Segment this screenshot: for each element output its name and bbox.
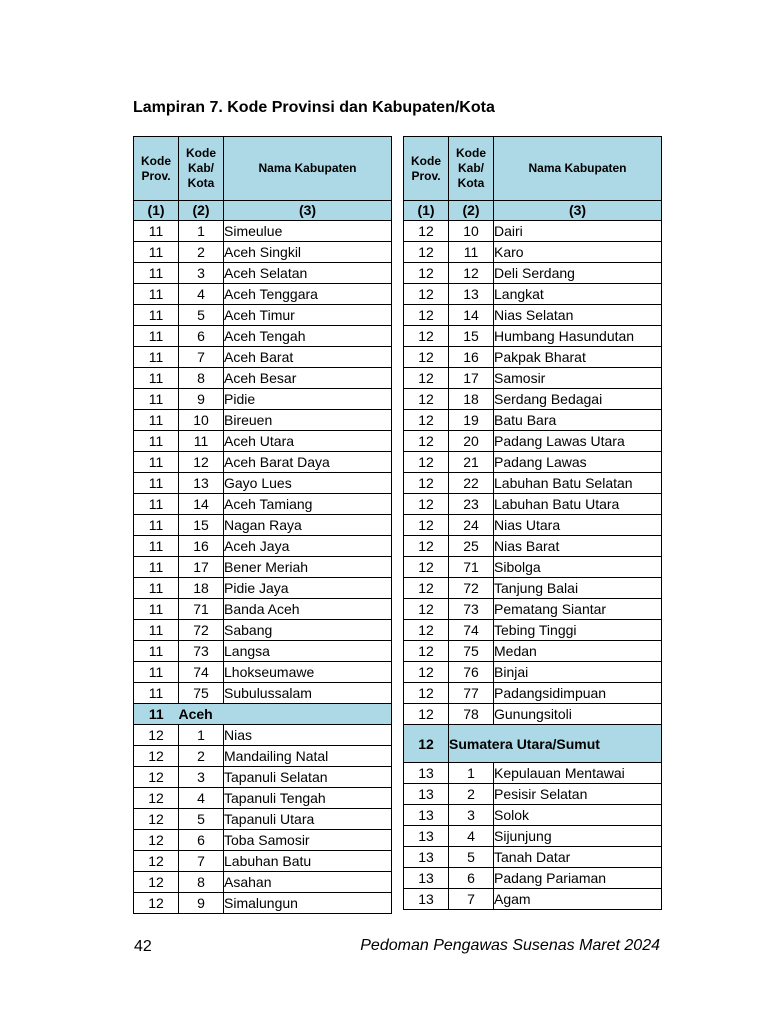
kode-prov-cell: 12 (404, 578, 449, 599)
table-row (134, 809, 392, 830)
table-row (404, 599, 662, 620)
kode-prov-cell: 11 (134, 410, 179, 431)
kode-prov-cell: 12 (404, 620, 449, 641)
nama-kabupaten-cell: Agam (494, 889, 662, 910)
kode-prov-cell: 11 (134, 242, 179, 263)
table-row (134, 851, 392, 872)
nama-kabupaten-cell: Toba Samosir (224, 830, 392, 851)
kode-prov-cell: 13 (404, 805, 449, 826)
nama-kabupaten-cell: Pesisir Selatan (494, 784, 662, 805)
kode-kab-cell: 11 (179, 431, 224, 452)
nama-kabupaten-cell: Aceh Tenggara (224, 284, 392, 305)
nama-kabupaten-cell: Solok (494, 805, 662, 826)
nama-kabupaten-cell: Nagan Raya (224, 515, 392, 536)
kode-prov-cell: 12 (404, 431, 449, 452)
nama-kabupaten-cell: Sabang (224, 620, 392, 641)
kode-kab-cell: 77 (449, 683, 494, 704)
kode-prov-cell: 11 (134, 683, 179, 704)
table-row (404, 368, 662, 389)
kode-prov-cell: 11 (134, 263, 179, 284)
nama-kabupaten-cell: Medan (494, 641, 662, 662)
kode-kab-cell: 5 (449, 847, 494, 868)
kode-kab-cell: 71 (449, 557, 494, 578)
nama-kabupaten-cell: Aceh Tengah (224, 326, 392, 347)
kode-kab-cell: 3 (179, 263, 224, 284)
kode-kab-cell: 5 (179, 305, 224, 326)
column-number: (1) (404, 201, 449, 221)
nama-kabupaten-cell: Asahan (224, 872, 392, 893)
nama-kabupaten-cell: Gayo Lues (224, 473, 392, 494)
kode-prov-cell: 12 (404, 221, 449, 242)
kode-prov-cell: 12 (404, 599, 449, 620)
header-nama-kabupaten: Nama Kabupaten (494, 137, 662, 201)
nama-kabupaten-cell: Aceh Selatan (224, 263, 392, 284)
kode-kab-cell: 73 (179, 641, 224, 662)
kode-prov-cell: 12 (404, 683, 449, 704)
table-row (404, 805, 662, 826)
kode-kab-cell: 5 (179, 809, 224, 830)
nama-kabupaten-cell: Mandailing Natal (224, 746, 392, 767)
kode-prov-cell: 12 (134, 809, 179, 830)
kode-prov-cell: 12 (404, 494, 449, 515)
table-row (134, 473, 392, 494)
table-row (134, 746, 392, 767)
kode-prov-cell: 11 (134, 662, 179, 683)
nama-kabupaten-cell: Bireuen (224, 410, 392, 431)
kode-kab-cell: 24 (449, 515, 494, 536)
summary-province-name: Aceh (179, 704, 392, 725)
kode-kab-cell: 2 (179, 242, 224, 263)
nama-kabupaten-cell: Nias (224, 725, 392, 746)
kode-kab-cell: 21 (449, 452, 494, 473)
table-row (134, 788, 392, 809)
nama-kabupaten-cell: Karo (494, 242, 662, 263)
kode-kab-cell: 73 (449, 599, 494, 620)
kode-kab-cell: 16 (449, 347, 494, 368)
table-row (134, 872, 392, 893)
kode-prov-cell: 12 (134, 830, 179, 851)
kode-prov-cell: 12 (404, 515, 449, 536)
table-row (134, 662, 392, 683)
table-row (134, 683, 392, 704)
kode-prov-cell: 11 (134, 452, 179, 473)
table-row (404, 305, 662, 326)
kode-kab-cell: 7 (449, 889, 494, 910)
table-row (134, 242, 392, 263)
kode-prov-cell: 13 (404, 763, 449, 784)
table-row (134, 410, 392, 431)
kode-kab-cell: 75 (179, 683, 224, 704)
table-row (134, 620, 392, 641)
page-title: Lampiran 7. Kode Provinsi dan Kabupaten/Kota (133, 99, 495, 116)
nama-kabupaten-cell: Subulussalam (224, 683, 392, 704)
nama-kabupaten-cell: Banda Aceh (224, 599, 392, 620)
table-row (404, 683, 662, 704)
kode-kab-cell: 4 (179, 788, 224, 809)
table-row (134, 830, 392, 851)
nama-kabupaten-cell: Samosir (494, 368, 662, 389)
kode-kab-cell: 18 (449, 389, 494, 410)
table-row (404, 868, 662, 889)
kode-table-left (133, 136, 392, 914)
table-row (404, 826, 662, 847)
table-row (134, 641, 392, 662)
kode-prov-cell: 12 (404, 557, 449, 578)
table-row (404, 452, 662, 473)
kode-kab-cell: 19 (449, 410, 494, 431)
table-row (134, 284, 392, 305)
nama-kabupaten-cell: Gunungsitoli (494, 704, 662, 725)
table-row (134, 263, 392, 284)
nama-kabupaten-cell: Nias Barat (494, 536, 662, 557)
kode-kab-cell: 76 (449, 662, 494, 683)
kode-prov-cell: 12 (404, 389, 449, 410)
kode-kab-cell: 13 (449, 284, 494, 305)
kode-kab-cell: 12 (179, 452, 224, 473)
nama-kabupaten-cell: Humbang Hasundutan (494, 326, 662, 347)
table-row (134, 305, 392, 326)
kode-kab-cell: 6 (449, 868, 494, 889)
nama-kabupaten-cell: Aceh Barat Daya (224, 452, 392, 473)
kode-kab-cell: 15 (449, 326, 494, 347)
nama-kabupaten-cell: Pakpak Bharat (494, 347, 662, 368)
kode-kab-cell: 18 (179, 578, 224, 599)
kode-kab-cell: 6 (179, 830, 224, 851)
table-row (404, 494, 662, 515)
nama-kabupaten-cell: Serdang Bedagai (494, 389, 662, 410)
table-row (404, 410, 662, 431)
nama-kabupaten-cell: Tebing Tinggi (494, 620, 662, 641)
kode-kab-cell: 1 (449, 763, 494, 784)
kode-prov-cell: 11 (134, 494, 179, 515)
table-row (134, 389, 392, 410)
nama-kabupaten-cell: Pidie Jaya (224, 578, 392, 599)
column-number: (2) (179, 201, 224, 221)
nama-kabupaten-cell: Langkat (494, 284, 662, 305)
nama-kabupaten-cell: Tanjung Balai (494, 578, 662, 599)
nama-kabupaten-cell: Deli Serdang (494, 263, 662, 284)
kode-kab-cell: 17 (449, 368, 494, 389)
nama-kabupaten-cell: Aceh Jaya (224, 536, 392, 557)
table-row (134, 557, 392, 578)
nama-kabupaten-cell: Aceh Barat (224, 347, 392, 368)
table-row (134, 893, 392, 914)
column-number: (1) (134, 201, 179, 221)
nama-kabupaten-cell: Batu Bara (494, 410, 662, 431)
nama-kabupaten-cell: Pematang Siantar (494, 599, 662, 620)
kode-kab-cell: 9 (179, 893, 224, 914)
nama-kabupaten-cell: Aceh Tamiang (224, 494, 392, 515)
kode-kab-cell: 13 (179, 473, 224, 494)
nama-kabupaten-cell: Tapanuli Selatan (224, 767, 392, 788)
kode-prov-cell: 11 (134, 473, 179, 494)
kode-kab-cell: 10 (449, 221, 494, 242)
kode-prov-cell: 12 (134, 872, 179, 893)
kode-prov-cell: 11 (134, 305, 179, 326)
table-row (404, 473, 662, 494)
kode-prov-cell: 12 (404, 452, 449, 473)
kode-prov-cell: 12 (404, 536, 449, 557)
nama-kabupaten-cell: Aceh Besar (224, 368, 392, 389)
kode-kab-cell: 11 (449, 242, 494, 263)
kode-prov-cell: 11 (134, 578, 179, 599)
kode-kab-cell: 14 (179, 494, 224, 515)
table-row (134, 431, 392, 452)
nama-kabupaten-cell: Aceh Timur (224, 305, 392, 326)
summary-province-name: Sumatera Utara/Sumut (449, 725, 662, 763)
nama-kabupaten-cell: Tapanuli Utara (224, 809, 392, 830)
kode-kab-cell: 20 (449, 431, 494, 452)
table-row (134, 221, 392, 242)
kode-prov-cell: 11 (134, 431, 179, 452)
table-row (134, 599, 392, 620)
table-row (404, 889, 662, 910)
kode-kab-cell: 74 (179, 662, 224, 683)
nama-kabupaten-cell: Langsa (224, 641, 392, 662)
kode-kab-cell: 72 (449, 578, 494, 599)
column-number: (3) (494, 201, 662, 221)
kode-prov-cell: 12 (134, 746, 179, 767)
table-row (404, 641, 662, 662)
table-row (404, 284, 662, 305)
table-row (404, 662, 662, 683)
kode-kab-cell: 7 (179, 347, 224, 368)
table-row (134, 347, 392, 368)
kode-prov-cell: 12 (404, 326, 449, 347)
nama-kabupaten-cell: Padangsidimpuan (494, 683, 662, 704)
kode-kab-cell: 12 (449, 263, 494, 284)
kode-prov-cell: 11 (134, 557, 179, 578)
table-row (134, 326, 392, 347)
table-row (134, 725, 392, 746)
header-kode-kab: Kode Kab/ Kota (449, 137, 494, 201)
nama-kabupaten-cell: Lhokseumawe (224, 662, 392, 683)
nama-kabupaten-cell: Tanah Datar (494, 847, 662, 868)
table-row (134, 494, 392, 515)
nama-kabupaten-cell: Labuhan Batu Utara (494, 494, 662, 515)
kode-kab-cell: 72 (179, 620, 224, 641)
nama-kabupaten-cell: Labuhan Batu (224, 851, 392, 872)
header-kode-prov: Kode Prov. (404, 137, 449, 201)
column-number: (3) (224, 201, 392, 221)
kode-prov-cell: 12 (404, 704, 449, 725)
kode-kab-cell: 2 (449, 784, 494, 805)
kode-prov-cell: 12 (404, 347, 449, 368)
kode-kab-cell: 23 (449, 494, 494, 515)
kode-prov-cell: 12 (404, 410, 449, 431)
kode-prov-cell: 11 (134, 221, 179, 242)
kode-prov-cell: 11 (134, 515, 179, 536)
nama-kabupaten-cell: Padang Lawas (494, 452, 662, 473)
kode-kab-cell: 6 (179, 326, 224, 347)
table-row (404, 242, 662, 263)
kode-kab-cell: 2 (179, 746, 224, 767)
table-row (404, 763, 662, 784)
kode-prov-cell: 11 (134, 368, 179, 389)
nama-kabupaten-cell: Padang Lawas Utara (494, 431, 662, 452)
nama-kabupaten-cell: Pidie (224, 389, 392, 410)
nama-kabupaten-cell: Nias Selatan (494, 305, 662, 326)
kode-kab-cell: 25 (449, 536, 494, 557)
header-kode-prov: Kode Prov. (134, 137, 179, 201)
kode-kab-cell: 4 (449, 826, 494, 847)
kode-kab-cell: 15 (179, 515, 224, 536)
table-row (134, 368, 392, 389)
province-summary-row (134, 704, 392, 725)
footer-document-title: Pedoman Pengawas Susenas Maret 2024 (360, 937, 660, 954)
table-row (404, 515, 662, 536)
kode-prov-cell: 13 (404, 784, 449, 805)
kode-prov-cell: 12 (404, 473, 449, 494)
kode-prov-cell: 11 (134, 326, 179, 347)
kode-kab-cell: 4 (179, 284, 224, 305)
kode-prov-cell: 12 (404, 263, 449, 284)
nama-kabupaten-cell: Aceh Utara (224, 431, 392, 452)
header-nama-kabupaten: Nama Kabupaten (224, 137, 392, 201)
table-row (134, 767, 392, 788)
kode-kab-cell: 17 (179, 557, 224, 578)
summary-kode-prov: 11 (134, 704, 179, 725)
kode-kab-cell: 10 (179, 410, 224, 431)
page-number: 42 (134, 938, 152, 955)
kode-prov-cell: 11 (134, 347, 179, 368)
kode-kab-cell: 74 (449, 620, 494, 641)
table-row (404, 847, 662, 868)
column-number-row (404, 201, 662, 221)
table-row (404, 704, 662, 725)
nama-kabupaten-cell: Sibolga (494, 557, 662, 578)
table-row (404, 326, 662, 347)
table-row (134, 536, 392, 557)
header-kode-kab: Kode Kab/ Kota (179, 137, 224, 201)
table-row (404, 347, 662, 368)
table-row (134, 515, 392, 536)
kode-prov-cell: 11 (134, 641, 179, 662)
table-row (404, 620, 662, 641)
kode-kab-cell: 9 (179, 389, 224, 410)
kode-prov-cell: 12 (134, 893, 179, 914)
nama-kabupaten-cell: Simalungun (224, 893, 392, 914)
nama-kabupaten-cell: Bener Meriah (224, 557, 392, 578)
kode-prov-cell: 13 (404, 847, 449, 868)
kode-prov-cell: 11 (134, 599, 179, 620)
kode-prov-cell: 13 (404, 889, 449, 910)
province-summary-row (404, 725, 662, 763)
kode-kab-cell: 8 (179, 872, 224, 893)
nama-kabupaten-cell: Padang Pariaman (494, 868, 662, 889)
kode-kab-cell: 3 (179, 767, 224, 788)
kode-prov-cell: 12 (134, 767, 179, 788)
table-row (404, 536, 662, 557)
kode-kab-cell: 16 (179, 536, 224, 557)
table-header-row (134, 137, 392, 201)
kode-prov-cell: 12 (404, 284, 449, 305)
kode-prov-cell: 11 (134, 284, 179, 305)
kode-table-right (403, 136, 662, 910)
column-number-row (134, 201, 392, 221)
kode-kab-cell: 3 (449, 805, 494, 826)
kode-prov-cell: 11 (134, 536, 179, 557)
table-row (404, 389, 662, 410)
column-number: (2) (449, 201, 494, 221)
kode-prov-cell: 12 (134, 788, 179, 809)
table-row (404, 557, 662, 578)
kode-prov-cell: 13 (404, 868, 449, 889)
kode-prov-cell: 11 (134, 620, 179, 641)
table-row (134, 578, 392, 599)
kode-prov-cell: 11 (134, 389, 179, 410)
kode-kab-cell: 78 (449, 704, 494, 725)
nama-kabupaten-cell: Labuhan Batu Selatan (494, 473, 662, 494)
nama-kabupaten-cell: Tapanuli Tengah (224, 788, 392, 809)
nama-kabupaten-cell: Dairi (494, 221, 662, 242)
kode-prov-cell: 12 (134, 725, 179, 746)
kode-prov-cell: 12 (404, 662, 449, 683)
kode-kab-cell: 1 (179, 221, 224, 242)
kode-prov-cell: 12 (404, 368, 449, 389)
kode-kab-cell: 8 (179, 368, 224, 389)
kode-kab-cell: 14 (449, 305, 494, 326)
table-row (134, 452, 392, 473)
kode-kab-cell: 7 (179, 851, 224, 872)
table-row (404, 263, 662, 284)
nama-kabupaten-cell: Sijunjung (494, 826, 662, 847)
kode-kab-cell: 1 (179, 725, 224, 746)
table-row (404, 578, 662, 599)
table-row (404, 221, 662, 242)
table-row (404, 784, 662, 805)
nama-kabupaten-cell: Simeulue (224, 221, 392, 242)
nama-kabupaten-cell: Nias Utara (494, 515, 662, 536)
table-row (404, 431, 662, 452)
kode-prov-cell: 13 (404, 826, 449, 847)
summary-kode-prov: 12 (404, 725, 449, 763)
nama-kabupaten-cell: Kepulauan Mentawai (494, 763, 662, 784)
kode-prov-cell: 12 (404, 242, 449, 263)
kode-kab-cell: 75 (449, 641, 494, 662)
kode-prov-cell: 12 (404, 641, 449, 662)
table-header-row (404, 137, 662, 201)
kode-prov-cell: 12 (134, 851, 179, 872)
kode-prov-cell: 12 (404, 305, 449, 326)
kode-kab-cell: 71 (179, 599, 224, 620)
kode-kab-cell: 22 (449, 473, 494, 494)
nama-kabupaten-cell: Binjai (494, 662, 662, 683)
nama-kabupaten-cell: Aceh Singkil (224, 242, 392, 263)
